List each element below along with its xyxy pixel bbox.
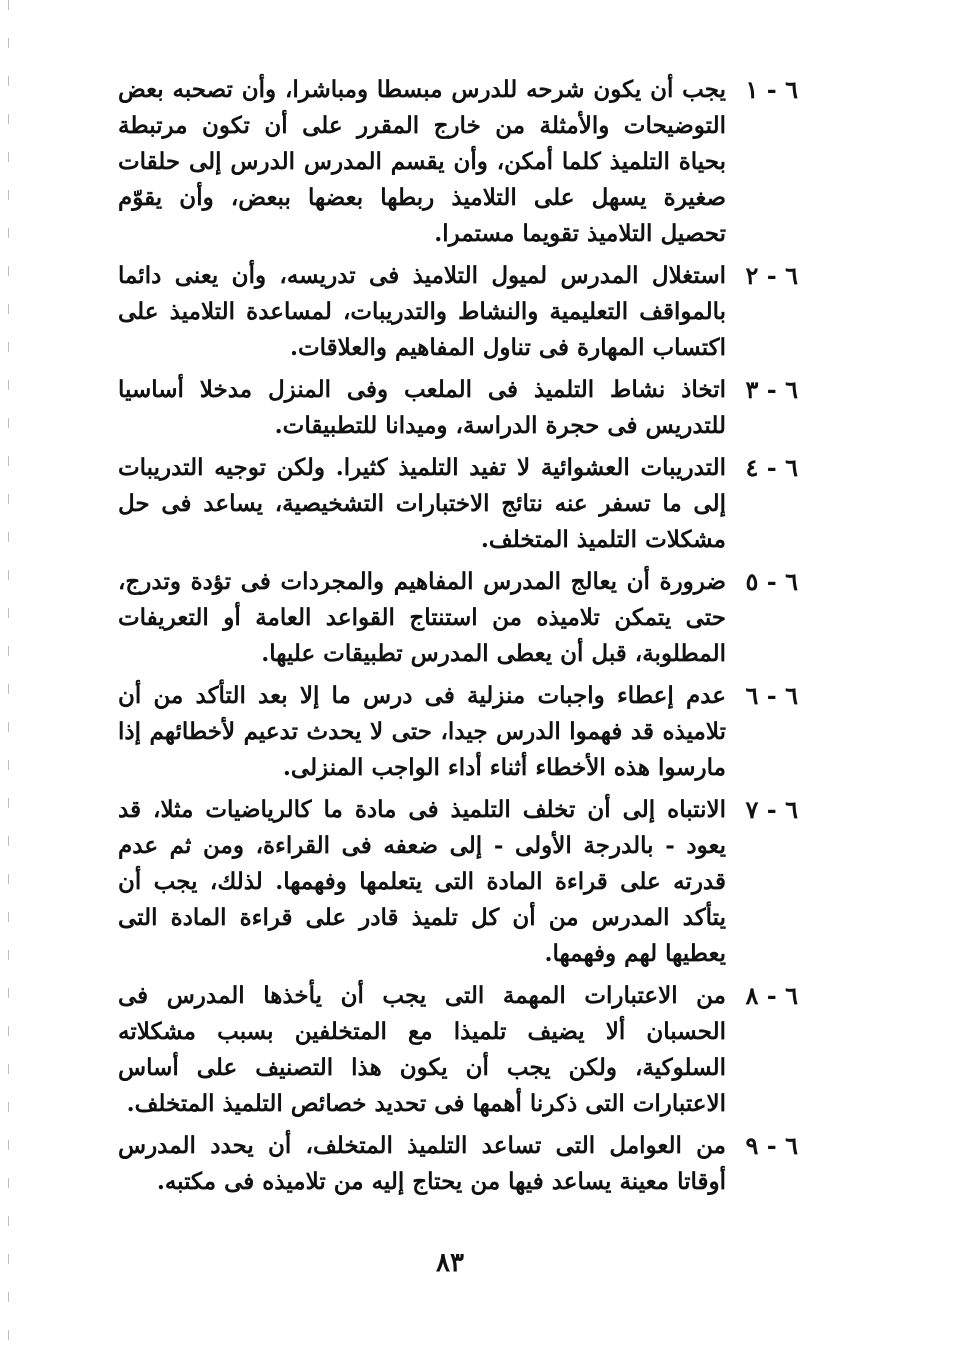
item-number: ٦ - ٢ (745, 261, 798, 290)
list-item (118, 678, 798, 786)
list-item (118, 72, 798, 252)
list-item (118, 258, 798, 366)
item-number: ٦ - ٨ (745, 981, 798, 1010)
list-item (118, 372, 798, 444)
item-number: ٦ - ٤ (745, 453, 798, 482)
item-text: استغلال المدرس لميول التلاميذ فى تدريسه، وأن يعنى دائما بالمواقف التعليمية والنشاط والتدريبات، لمساعدة التلاميذ على اكتساب المهارة فى تناول المفاهيم والعلاقات. (118, 262, 726, 361)
item-text: من العوامل التى تساعد التلميذ المتخلف، أن يحدد المدرس أوقاتا معينة يساعد فيها من يحتاج إليه من تلاميذه فى مكتبه. (118, 1132, 726, 1195)
item-text: اتخاذ نشاط التلميذ فى الملعب وفى المنزل مدخلا أساسيا للتدريس فى حجرة الدراسة، وميدانا للتطبيقات. (118, 376, 726, 439)
list-item (118, 792, 798, 972)
item-number: ٦ - ٦ (745, 681, 798, 710)
numbered-list (118, 72, 798, 1206)
item-number: ٦ - ٩ (745, 1131, 798, 1160)
list-item (118, 564, 798, 672)
item-text: التدريبات العشوائية لا تفيد التلميذ كثيرا. ولكن توجيه التدريبات إلى ما تسفر عنه نتائج الاختبارات التشخيصية، يساعد فى حل مشكلات التلميذ المتخلف. (118, 454, 726, 553)
scan-margin-rule (8, 0, 9, 1362)
item-text: الانتباه إلى أن تخلف التلميذ فى مادة ما كالرياضيات مثلا، قد يعود - بالدرجة الأولى - إلى ضعفه فى القراءة، ومن ثم عدم قدرته على قراءة المادة التى يتعلمها وفهمها. لذلك، يجب أن يتأكد المدرس من أن كل تلميذ قادر على قراءة المادة التى يعطيها لهم وفهمها. (118, 796, 726, 967)
item-text: ضرورة أن يعالج المدرس المفاهيم والمجردات فى تؤدة وتدرج، حتى يتمكن تلاميذه من استنتاج القواعد العامة أو التعريفات المطلوبة، قبل أن يعطى المدرس تطبيقات عليها. (118, 568, 726, 667)
item-number: ٦ - ٥ (745, 567, 798, 596)
item-number: ٦ - ٣ (745, 375, 798, 404)
list-item (118, 1128, 798, 1200)
item-text: يجب أن يكون شرحه للدرس مبسطا ومباشرا، وأن تصحبه بعض التوضيحات والأمثلة من خارج المقرر على أن تكون مرتبطة بحياة التلميذ كلما أمكن، وأن يقسم المدرس الدرس إلى حلقات صغيرة يسهل على التلاميذ ربطها بعضها ببعض، وأن يقوّم تحصيل التلاميذ تقويما مستمرا. (118, 76, 726, 247)
item-number: ٦ - ١ (745, 75, 798, 104)
item-text: من الاعتبارات المهمة التى يجب أن يأخذها المدرس فى الحسبان ألا يضيف تلميذا مع المتخلفين بسبب مشكلاته السلوكية، ولكن يجب أن يكون هذا التصنيف على أساس الاعتبارات التى ذكرنا أهمها فى تحديد خصائص التلميذ المتخلف. (118, 982, 726, 1117)
item-number: ٦ - ٧ (745, 795, 798, 824)
item-text: عدم إعطاء واجبات منزلية فى درس ما إلا بعد التأكد من أن تلاميذه قد فهموا الدرس جيدا، حتى لا يحدث تدعيم لأخطائهم إذا مارسوا هذه الأخطاء أثناء أداء الواجب المنزلى. (118, 682, 726, 781)
list-item (118, 450, 798, 558)
page-number: ٨٣ (436, 1248, 464, 1278)
list-item (118, 978, 798, 1122)
